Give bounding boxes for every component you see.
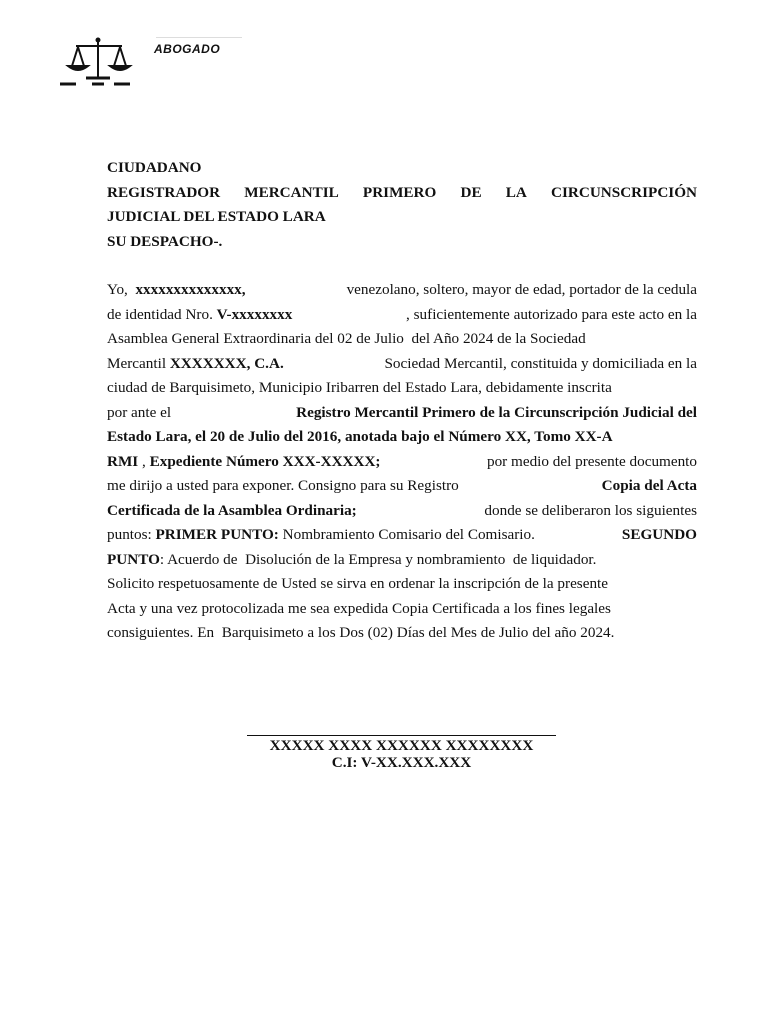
body-line-15: consiguientes. En Barquisimeto a los Dos (02) Días del Mes de Julio del año 2024. xyxy=(107,624,615,641)
body-line-8: RMI , Expediente Número XXX-XXXXX; por medio del presente documento xyxy=(107,452,697,470)
body-line-7: Estado Lara, el 20 de Julio del 2016, anotada bajo el Número XX, Tomo XX-A xyxy=(107,428,613,445)
body-line-5: ciudad de Barquisimeto, Municipio Iribarren del Estado Lara, debidamente inscrita xyxy=(107,379,612,396)
body-line-10: Certificada de la Asamblea Ordinaria; donde se deliberaron los siguientes xyxy=(107,501,697,519)
body-line-6: por ante el Registro Mercantil Primero de la Circunscripción Judicial del xyxy=(107,403,697,421)
body-line-2: de identidad Nro. V-xxxxxxxx , suficientemente autorizado para este acto en la xyxy=(107,305,697,323)
body-line-9: me dirijo a usted para exponer. Consigno para su Registro Copia del Acta xyxy=(107,477,697,494)
brand-underline xyxy=(156,37,242,38)
addressee-line-2: REGISTRADOR MERCANTIL PRIMERO DE LA CIRCUNSCRIPCIÓN xyxy=(107,183,697,201)
body-line-4: Mercantil XXXXXXX, C.A. Sociedad Mercantil, constituida y domiciliada en la xyxy=(107,354,697,372)
body-line-14: Acta y una vez protocolizada me sea expedida Copia Certificada a los fines legales xyxy=(107,599,611,617)
body-line-13: Solicito respetuosamente de Usted se sirva en ordenar la inscripción de la presente xyxy=(107,575,609,592)
body-line-3: Asamblea General Extraordinaria del 02 de Julio del Año 2024 de la Sociedad xyxy=(107,330,586,347)
body-line-11: puntos: PRIMER PUNTO: Nombramiento Comisario del Comisario. SEGUNDO xyxy=(107,526,697,543)
signature-line xyxy=(247,735,556,736)
addressee-block xyxy=(107,156,697,254)
body-line-1: Yo, xxxxxxxxxxxxxx, venezolano, soltero, mayor de edad, portador de la cedula xyxy=(107,281,697,298)
addressee-line-1: CIUDADANO xyxy=(107,159,202,176)
addressee-line-3: JUDICIAL DEL ESTADO LARA xyxy=(107,208,326,225)
brand-name: ABOGADO xyxy=(154,42,221,56)
signatory-name: XXXXX XXXX XXXXXX XXXXXXXX xyxy=(269,737,534,754)
letterhead xyxy=(56,28,256,92)
body-line-12: PUNTO: Acuerdo de Disolución de la Empresa y nombramiento de liquidador. xyxy=(107,550,597,568)
letter-body xyxy=(107,278,697,646)
signatory-id: C.I: V-XX.XXX.XXX xyxy=(331,754,472,771)
scales-of-justice-icon xyxy=(56,28,136,92)
addressee-line-4: SU DESPACHO-. xyxy=(107,232,223,250)
